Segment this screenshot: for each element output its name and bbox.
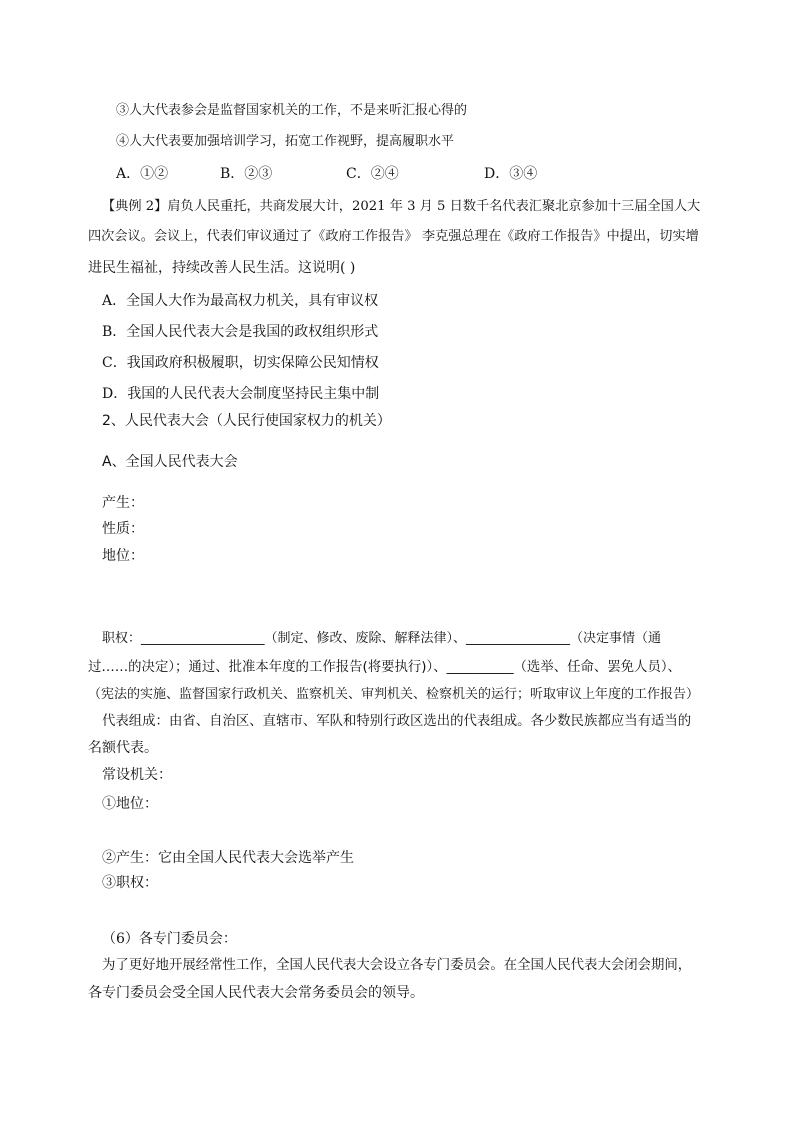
powers-line-2: 过……的决定）；通过、批准本年度的工作报告(将要执行)）、__________（选举、任命、罢免人员）、 xyxy=(88,660,681,675)
standing-status: ①地位： xyxy=(102,796,158,812)
composition-line-1: 代表组成：由省、自治区、直辖市、军队和特别行政区选出的代表组成。各少数民族都应当有适当的 xyxy=(102,714,692,729)
q1-options xyxy=(116,164,616,184)
powers-line-1: 职权：___________________（制定、修改、废除、解释法律）、________________（决定事情（通 xyxy=(102,631,662,646)
q2-option-c: C．我国政府积极履职，切实保障公民知情权 xyxy=(102,355,379,371)
label-produce: 产生： xyxy=(102,495,144,511)
q2-question-line-1: 【典例 2】肩负人民重托，共商发展大计，2021 年 3 月 5 日数千名代表汇聚北京参加十三届全国人大 xyxy=(102,199,701,214)
q1-option-a: A．①② xyxy=(116,166,169,182)
standing-powers: ③职权： xyxy=(102,875,158,891)
section-2-heading: 2、人民代表大会（人民行使国家权力的机关） xyxy=(102,413,391,429)
q1-option-d: D．③④ xyxy=(484,166,538,182)
composition-line-2: 名额代表。 xyxy=(88,740,158,756)
q1-statement-3: ③人大代表参会是监督国家机关的工作，不是来听汇报心得的 xyxy=(116,103,468,118)
label-standing-organ: 常设机关： xyxy=(102,767,172,783)
q2-question-line-2: 四次会议。会议上，代表们审议通过了《政府工作报告》 李克强总理在《政府工作报告》中提出，切实增 xyxy=(88,229,699,244)
section-a-heading: A、全国人民代表大会 xyxy=(102,454,238,470)
q2-option-d: D．我国的人民代表大会制度坚持民主集中制 xyxy=(102,386,380,402)
q1-option-c: C．②④ xyxy=(346,166,399,182)
q1-option-b: B．②③ xyxy=(220,166,273,182)
committees-heading: （6）各专门委员会： xyxy=(102,931,237,947)
committees-line-2: 各专门委员会受全国人民代表大会常务委员会的领导。 xyxy=(88,985,424,1001)
powers-line-3: （宪法的实施、监督国家行政机关、监察机关、审判机关、检察机关的运行；听取审议上年度的工作报告） xyxy=(88,687,700,702)
committees-line-1: 为了更好地开展经常性工作，全国人民代表大会设立各专门委员会。在全国人民代表大会闭会期间， xyxy=(102,958,692,973)
q2-option-b: B．全国人民代表大会是我国的政权组织形式 xyxy=(102,324,379,340)
q1-statement-4: ④人大代表要加强培训学习，拓宽工作视野，提高履职水平 xyxy=(116,134,455,149)
q2-question-line-3: 进民生福祉，持续改善人民生活。这说明( ) xyxy=(88,260,356,276)
standing-produce: ②产生：它由全国人民代表大会选举产生 xyxy=(102,850,354,866)
label-nature: 性质： xyxy=(102,521,144,537)
label-status: 地位： xyxy=(102,548,144,564)
q2-option-a: A．全国人大作为最高权力机关，具有审议权 xyxy=(102,293,379,309)
